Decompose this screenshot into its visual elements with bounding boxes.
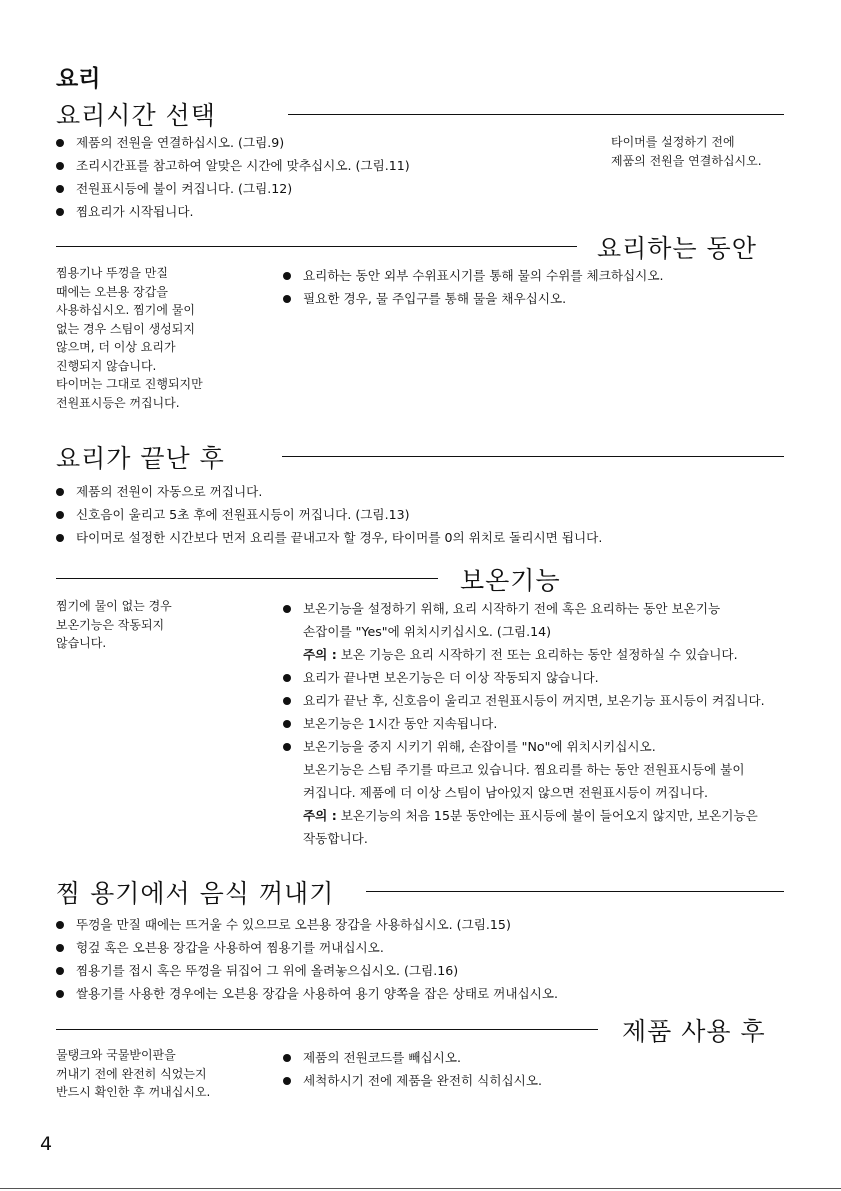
bullet-icon [283, 605, 291, 613]
list-item: 신호음이 울리고 5초 후에 전원표시등이 꺼집니다. (그림.13) [56, 503, 816, 526]
divider [288, 114, 784, 115]
side-note: 물탱크와 국물받이판을 꺼내기 전에 완전히 식었는지 반드시 확인한 후 꺼내십시오. [56, 1048, 211, 1099]
divider [56, 1029, 598, 1030]
side-note: 찜용기나 뚜껑을 만질 때에는 오븐용 장갑을 사용하십시오. 찜기에 물이 없는 경우 스팀이 생성되지 않으며, 더 이상 요리가 진행되지 않습니다. 타이머는 그대로 진행되지만 전원표시등은 꺼집니다. [56, 266, 203, 410]
caution-note: 주의 : 보온기능의 처음 15분 동안에는 표시등에 불이 들어오지 않지만, 보온기능은 [303, 808, 758, 823]
section-title-during: 요리하는 동안 [597, 234, 757, 263]
after-use-list [283, 1046, 803, 1092]
section-title-keep-warm: 보온기능 [460, 566, 561, 595]
divider [282, 456, 784, 457]
list-item: 요리하는 동안 외부 수위표시기를 통해 물의 수위를 체크하십시오. [283, 264, 803, 287]
after-cook-list [56, 480, 816, 549]
bullet-icon [56, 185, 64, 193]
bullet-icon [56, 921, 64, 929]
bullet-icon [56, 139, 64, 147]
list-item: 세척하시기 전에 제품을 완전히 식히십시오. [283, 1069, 803, 1092]
list-item: 찜용기를 접시 혹은 뚜껑을 뒤집어 그 위에 올려놓으십시오. (그림.16) [56, 959, 816, 982]
page-title: 요리 [56, 66, 101, 92]
bullet-icon [56, 534, 64, 542]
bullet-icon [283, 1077, 291, 1085]
divider [366, 891, 784, 892]
bullet-icon [283, 1054, 291, 1062]
list-item: 보온기능을 중지 시키기 위해, 손잡이를 "No"에 위치시키십시오. 보온기능은 스팀 주기를 따르고 있습니다. 찜요리를 하는 동안 전원표시등에 불이 켜집니다. 제품에 더 이상 스팀이 남아있지 않으면 전원표시등이 꺼집니다. 주의 : 보온기능의 처음 15분 동안에는 표시등에 불이 들어오지 않지만, 보온기능은 작동합니다. [283, 735, 813, 850]
bullet-icon [283, 743, 291, 751]
list-item: 보온기능은 1시간 동안 지속됩니다. [283, 712, 813, 735]
bullet-icon [56, 967, 64, 975]
bullet-icon [56, 511, 64, 519]
caution-note: 주의 : 보온 기능은 요리 시작하기 전 또는 요리하는 동안 설정하실 수 있습니다. [303, 647, 738, 662]
list-item: 전원표시등에 불이 켜집니다. (그림.12) [56, 177, 576, 200]
section-title-after-cook: 요리가 끝난 후 [56, 444, 225, 473]
bullet-icon [283, 720, 291, 728]
bullet-icon [56, 162, 64, 170]
bullet-icon [283, 697, 291, 705]
bullet-icon [283, 272, 291, 280]
list-item: 요리가 끝나면 보온기능은 더 이상 작동되지 않습니다. [283, 666, 813, 689]
side-note: 찜기에 물이 없는 경우 보온기능은 작동되지 않습니다. [56, 599, 172, 650]
list-item: 보온기능을 설정하기 위해, 요리 시작하기 전에 혹은 요리하는 동안 보온기능 손잡이를 "Yes"에 위치시키십시오. (그림.14) 주의 : 보온 기능은 요리 시작하기 전 또는 요리하는 동안 설정하실 수 있습니다. [283, 597, 813, 666]
section-title-cook-time: 요리시간 선택 [56, 101, 216, 130]
list-item: 필요한 경우, 물 주입구를 통해 물을 채우십시오. [283, 287, 803, 310]
remove-food-list [56, 913, 816, 1005]
list-item: 조리시간표를 참고하여 알맞은 시간에 맞추십시오. (그림.11) [56, 154, 576, 177]
page-bottom-border [0, 1188, 841, 1189]
section-title-remove-food: 찜 용기에서 음식 꺼내기 [56, 879, 335, 908]
divider [56, 578, 438, 579]
section-title-after-use: 제품 사용 후 [622, 1017, 766, 1046]
page-number: 4 [40, 1133, 53, 1155]
list-item: 제품의 전원이 자동으로 꺼집니다. [56, 480, 816, 503]
bullet-icon [56, 488, 64, 496]
list-item: 찜요리가 시작됩니다. [56, 200, 576, 223]
keep-warm-list [283, 597, 813, 850]
list-item: 뚜껑을 만질 때에는 뜨거울 수 있으므로 오븐용 장갑을 사용하십시오. (그림.15) [56, 913, 816, 936]
during-list [283, 264, 803, 310]
list-item: 제품의 전원코드를 빼십시오. [283, 1046, 803, 1069]
bullet-icon [56, 990, 64, 998]
list-item: 쌀용기를 사용한 경우에는 오븐용 장갑을 사용하여 용기 양쪽을 잡은 상태로 꺼내십시오. [56, 982, 816, 1005]
list-item: 헝겊 혹은 오븐용 장갑을 사용하여 찜용기를 꺼내십시오. [56, 936, 816, 959]
list-item: 요리가 끝난 후, 신호음이 울리고 전원표시등이 꺼지면, 보온기능 표시등이 켜집니다. [283, 689, 813, 712]
list-item: 제품의 전원을 연결하십시오. (그림.9) [56, 131, 576, 154]
bullet-icon [283, 295, 291, 303]
side-note: 타이머를 설정하기 전에 제품의 전원을 연결하십시오. [611, 135, 762, 168]
list-item: 타이머로 설정한 시간보다 먼저 요리를 끝내고자 할 경우, 타이머를 0의 위치로 돌리시면 됩니다. [56, 526, 816, 549]
bullet-icon [283, 674, 291, 682]
divider [56, 246, 577, 247]
bullet-icon [56, 944, 64, 952]
cook-time-list [56, 131, 576, 223]
bullet-icon [56, 208, 64, 216]
